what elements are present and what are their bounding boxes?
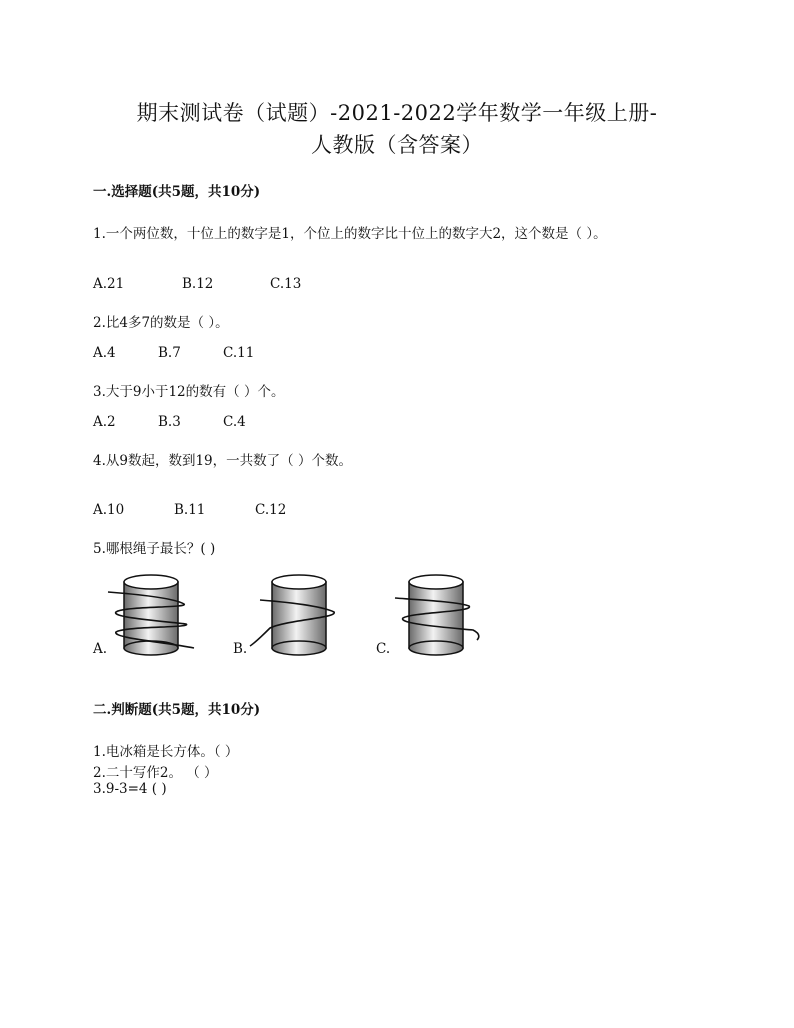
section-heading-judgement: 二.判断题(共5题，共10分) bbox=[93, 702, 261, 718]
question-1-text: 1.一个两位数，十位上的数字是1，个位上的数字比十位上的数字大2，这个数是（ ）。 bbox=[93, 226, 607, 242]
rope-cylinder-b-figure bbox=[246, 572, 341, 658]
document-title-line-2: 人教版（含答案） bbox=[311, 133, 483, 157]
judgement-question-3: 3.9-3=4 ( ) bbox=[93, 781, 167, 797]
document-title-line-1: 期末测试卷（试题）-2021-2022学年数学一年级上册- bbox=[136, 101, 658, 125]
question-1-option-c: C.13 bbox=[270, 276, 302, 292]
rope-cylinder-a-figure bbox=[104, 572, 199, 658]
section-heading-choice: 一.选择题(共5题，共10分) bbox=[93, 184, 261, 200]
question-5-text: 5.哪根绳子最长？( ) bbox=[93, 541, 216, 557]
question-4-option-b: B.11 bbox=[174, 502, 206, 518]
question-3-option-c: C.4 bbox=[223, 414, 246, 430]
question-1-option-b: B.12 bbox=[182, 276, 214, 292]
question-3-text: 3.大于9小于12的数有（ ）个。 bbox=[93, 384, 285, 400]
option-c-label: C. bbox=[376, 641, 391, 657]
question-4-option-c: C.12 bbox=[255, 502, 287, 518]
question-4-text: 4.从9数起，数到19，一共数了（ ）个数。 bbox=[93, 453, 352, 469]
question-2-option-c: C.11 bbox=[223, 345, 255, 361]
option-b-label: B. bbox=[233, 641, 248, 657]
option-a-label: A. bbox=[93, 641, 108, 657]
question-3-option-a: A.2 bbox=[93, 414, 116, 430]
question-2-option-a: A.4 bbox=[93, 345, 116, 361]
question-1-option-a: A.21 bbox=[93, 276, 125, 292]
question-2-option-b: B.7 bbox=[158, 345, 181, 361]
judgement-question-2: 2.二十写作2。 （ ） bbox=[93, 765, 218, 781]
question-2-text: 2.比4多7的数是（ ）。 bbox=[93, 315, 229, 331]
question-4-option-a: A.10 bbox=[93, 502, 125, 518]
rope-cylinder-c-figure bbox=[393, 572, 488, 658]
question-3-option-b: B.3 bbox=[158, 414, 181, 430]
judgement-question-1: 1.电冰箱是长方体。（ ） bbox=[93, 744, 239, 760]
